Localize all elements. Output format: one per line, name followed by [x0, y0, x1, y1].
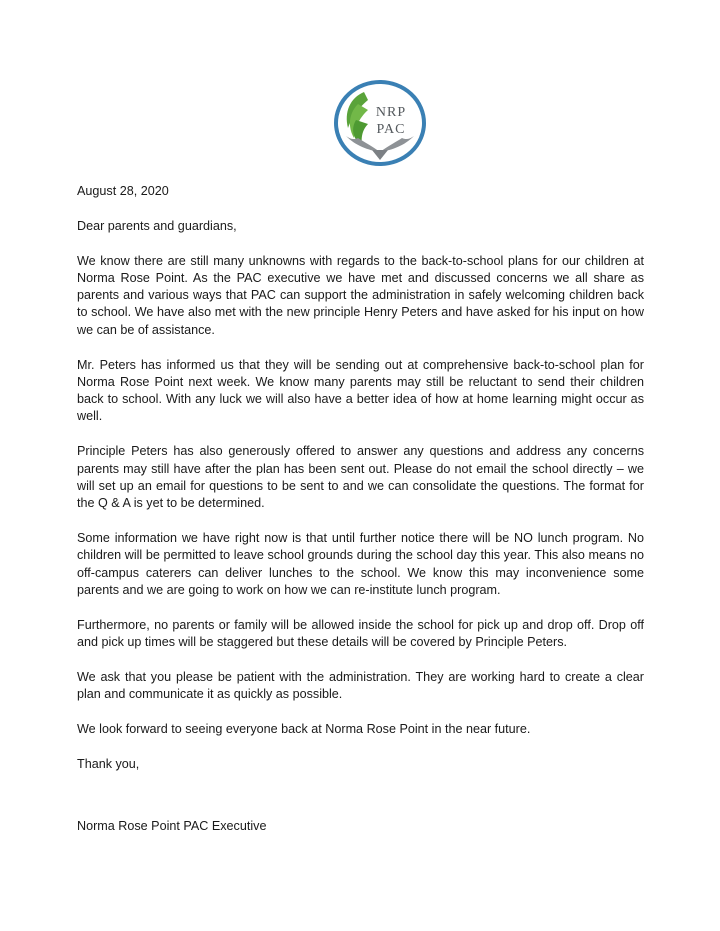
- letter-paragraph-7: We look forward to seeing everyone back at Norma Rose Point in the near future.: [77, 721, 531, 736]
- letter-body: [77, 183, 644, 853]
- letter-paragraph-4: Some information we have right now is that until further notice there will be NO lunch program. No children will be permitted to leave school grounds during the school day this year. This also means no off-campus caterers can deliver lunches to the school. We know this may inconvenience some parents and we are going to work on how we can re-institute lunch program.: [77, 530, 644, 597]
- letter-paragraph-5: Furthermore, no parents or family will be allowed inside the school for pick up and drop off. Drop off and pick up times will be staggered but these details will be covered by Principle Peters.: [77, 617, 644, 649]
- nrp-pac-logo: [334, 80, 426, 166]
- letter-signature: Norma Rose Point PAC Executive: [77, 818, 267, 833]
- letter-closing: Thank you,: [77, 756, 140, 771]
- letter-paragraph-6: We ask that you please be patient with the administration. They are working hard to create a clear plan and communicate it as quickly as possible.: [77, 669, 644, 702]
- logo-text-line1: NRP: [375, 105, 407, 120]
- letter-date: August 28, 2020: [77, 184, 169, 198]
- letter-paragraph-1: We know there are still many unknowns with regards to the back-to-school plans for our children at Norma Rose Point. As the PAC executive we have met and discussed concerns we all share as parents and various ways that PAC can support the administration in safely welcoming children back to school. We have also met with the new principle Henry Peters and have asked for his input on how we can be of assistance.: [77, 253, 644, 337]
- logo-text-line2: PAC: [376, 122, 406, 137]
- letter-paragraph-3: Principle Peters has also generously offered to answer any questions and address any concerns parents may still have after the plan has been sent out. Please do not email the school directly – we will set up an email for questions to be sent to and we can consolidate the questions. The format for the Q & A is yet to be determined.: [77, 444, 644, 511]
- letter-salutation: Dear parents and guardians,: [77, 218, 237, 233]
- letter-paragraph-2: Mr. Peters has informed us that they will be sending out at comprehensive back-to-school plan for Norma Rose Point next week. We know many parents may still be reluctant to send their children back to school. With any luck we will also have a better idea of how at home learning might occur as well.: [77, 357, 644, 424]
